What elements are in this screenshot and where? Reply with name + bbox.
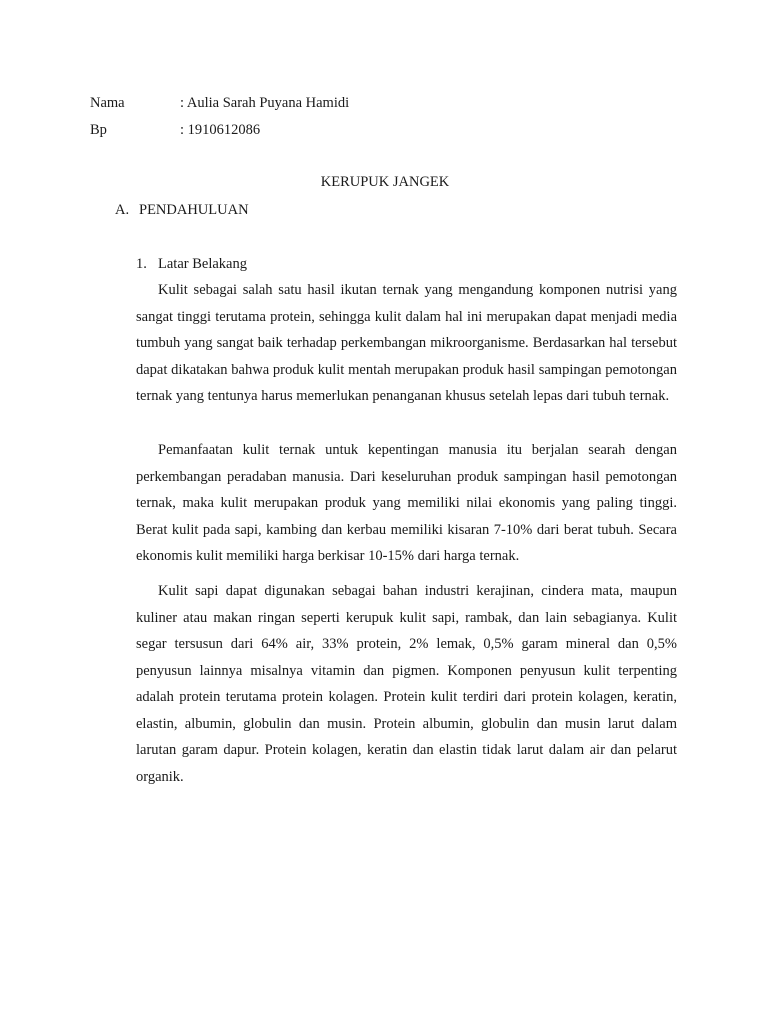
section-letter: A. [115,202,130,218]
name-value: : Aulia Sarah Puyana Hamidi [180,95,350,111]
paragraph-2 [136,437,677,570]
section-heading [115,200,249,220]
name-label: Nama [90,95,125,111]
bp-value: : 1910612086 [180,122,261,138]
paragraph-3 [136,578,677,790]
bp-row [90,120,260,140]
name-row [90,93,349,113]
section-label: PENDAHULUAN [139,202,249,218]
subsection-number: 1. [136,256,147,272]
paragraph-3-text: Kulit sapi dapat digunakan sebagai bahan industri kerajinan, cindera mata, maupun kuliner atau makan ringan seperti kerupuk kulit sapi, rambak, dan lain sebagianya. Kulit segar tersusun dari 64% air, 33% protein, 2% lemak, 0,5% garam mineral dan 0,5% penyusun lainnya misalnya vitamin dan pigmen. Komponen penyusun kulit terpenting adalah protein terutama protein kolagen. Protein kulit terdiri dari protein kolagen, keratin, elastin, albumin, globulin dan musin. Protein albumin, globulin dan musin larut dalam larutan garam dapur. Protein kolagen, keratin dan elastin tidak larut dalam air dan pelarut organik. [136,583,677,785]
paragraph-2-text: Pemanfaatan kulit ternak untuk kepentingan manusia itu berjalan searah dengan perkembangan peradaban manusia. Dari keseluruhan produk sampingan hasil pemotongan ternak, maka kulit merupakan produk yang memiliki nilai ekonomis yang paling tinggi. Berat kulit pada sapi, kambing dan kerbau memiliki kisaran 7-10% dari berat tubuh. Secara ekonomis kulit memiliki harga berkisar 10-15% dari harga ternak. [136,442,677,564]
title-text: KERUPUK JANGEK [320,174,450,190]
subsection-heading [136,254,247,274]
subsection-label: Latar Belakang [158,256,247,272]
paragraph-1 [136,277,677,410]
document-title [0,172,768,192]
paragraph-1-text: Kulit sebagai salah satu hasil ikutan ternak yang mengandung komponen nutrisi yang sangat tinggi terutama protein, sehingga kulit dalam hal ini merupakan dapat menjadi media tumbuh yang sangat baik terhadap perkembangan mikroorganisme. Berdasarkan hal tersebut dapat dikatakan bahwa produk kulit mentah merupakan produk hasil sampingan pemotongan ternak yang tentunya harus memerlukan penanganan khusus setelah lepas dari tubuh ternak. [136,282,677,404]
bp-label: Bp [90,122,107,138]
